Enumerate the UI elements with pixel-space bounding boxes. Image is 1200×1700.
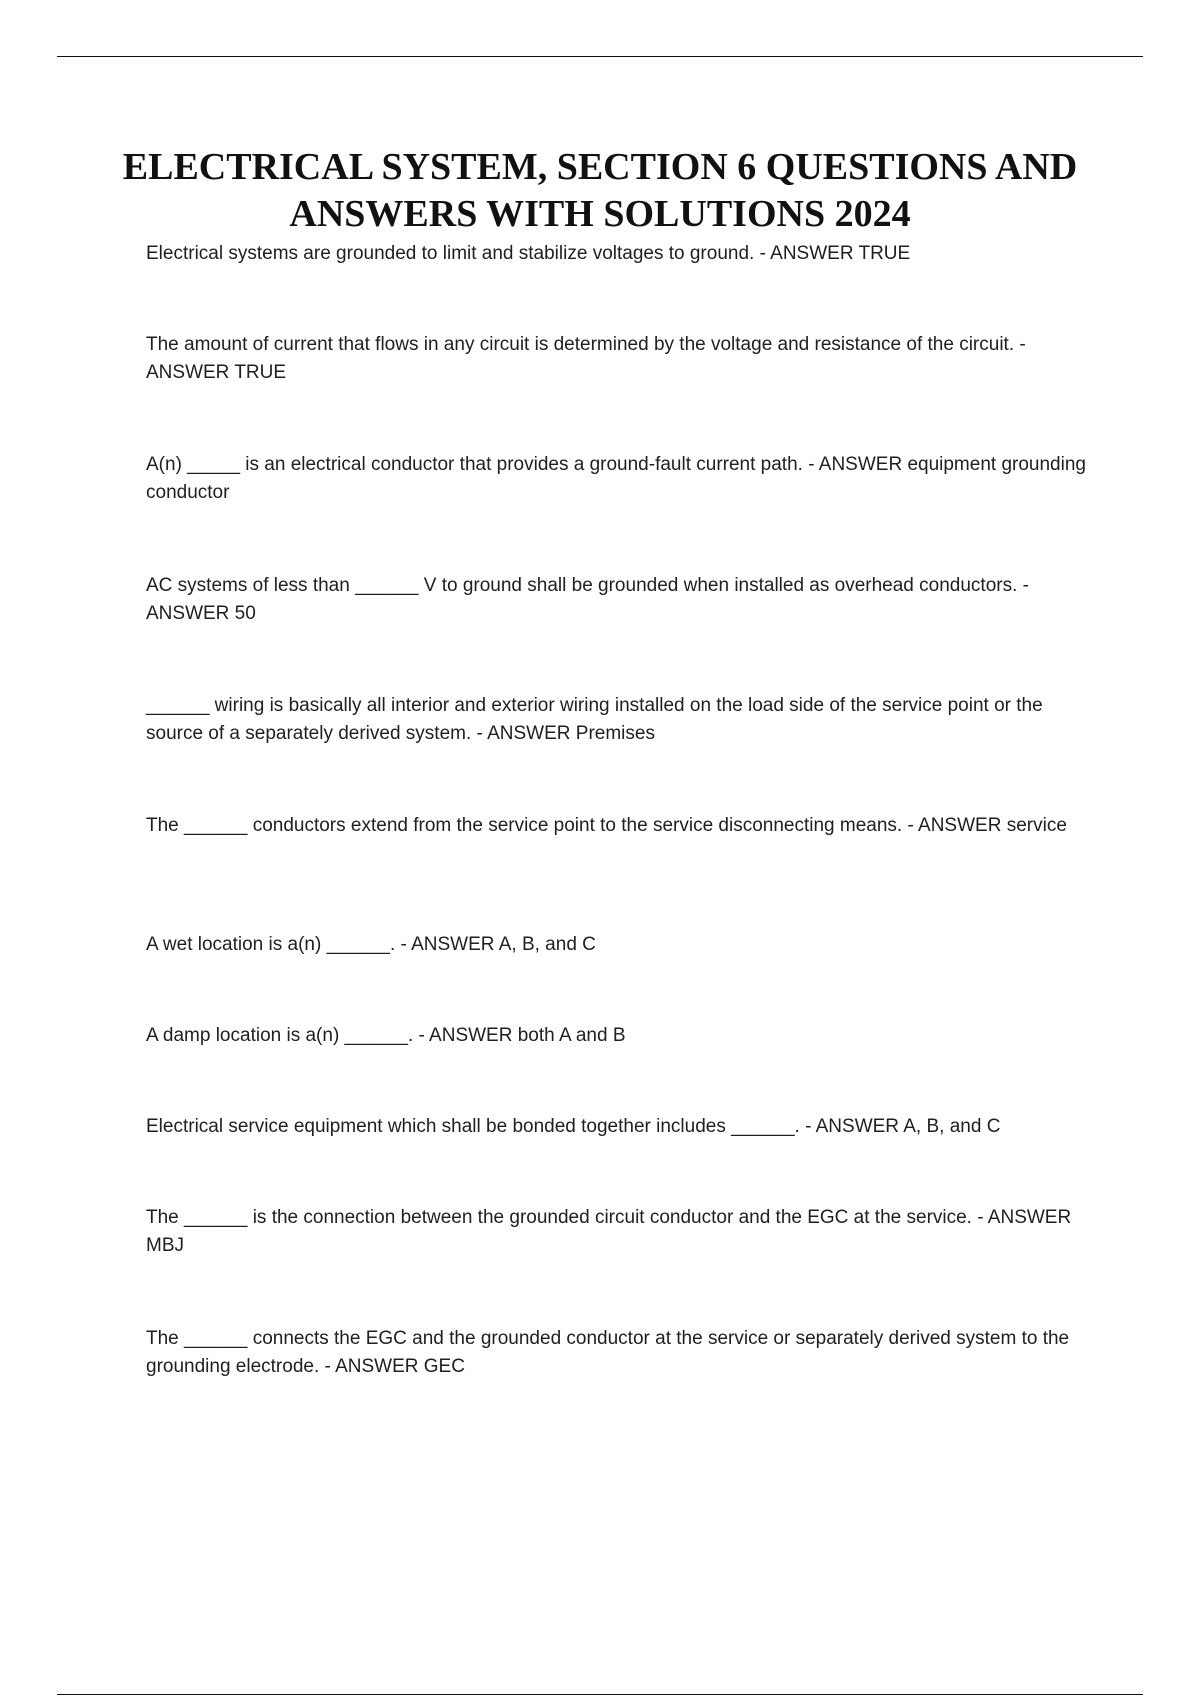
qa-item-3: A(n) _____ is an electrical conductor that provides a ground-fault current path. - ANSWER equipment grounding conductor	[146, 454, 1086, 503]
qa-item-10: The ______ is the connection between the grounded circuit conductor and the EGC at the service. - ANSWER MBJ	[146, 1207, 1072, 1256]
qa-item-2: The amount of current that flows in any circuit is determined by the voltage and resistance of the circuit. - ANSWER TRUE	[146, 334, 1026, 383]
qa-item-7: A wet location is a(n) ______. - ANSWER A, B, and C	[146, 934, 596, 955]
document-title: ELECTRICAL SYSTEM, SECTION 6 QUESTIONS AND ANSWERS WITH SOLUTIONS 2024	[122, 146, 1078, 235]
qa-item-5: ______ wiring is basically all interior and exterior wiring installed on the load side of the service point or the source of a separately derived system. - ANSWER Premises	[146, 695, 1043, 744]
qa-item-11: The ______ connects the EGC and the grounded conductor at the service or separately derived system to the grounding electrode. - ANSWER GEC	[146, 1328, 1070, 1377]
qa-item-6: The ______ conductors extend from the service point to the service disconnecting means. - ANSWER service	[146, 815, 1067, 836]
qa-item-9: Electrical service equipment which shall be bonded together includes ______. - ANSWER A, B, and C	[146, 1116, 1001, 1137]
qa-item-8: A damp location is a(n) ______. - ANSWER both A and B	[146, 1025, 626, 1046]
qa-item-1: Electrical systems are grounded to limit and stabilize voltages to ground. - ANSWER TRUE	[146, 243, 911, 264]
qa-item-4: AC systems of less than ______ V to ground shall be grounded when installed as overhead conductors. - ANSWER 50	[146, 575, 1029, 624]
bottom-rule	[57, 1694, 1143, 1695]
